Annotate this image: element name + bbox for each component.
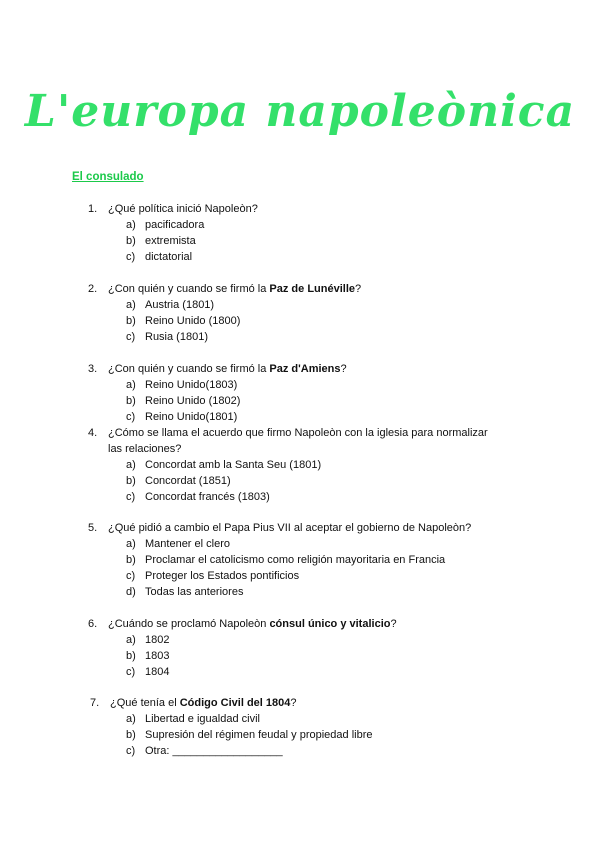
question-text: ¿Qué pidió a cambio el Papa Pius VII al aceptar el gobierno de Napoleòn? [108,522,472,534]
question-text: ¿Cómo se llama el acuerdo que firmo Napoleòn con la iglesia para normalizar las relaciones? [108,427,488,455]
question-text: ¿Qué tenía el Código Civil del 1804? [110,697,297,709]
section-heading: El consulado [72,171,144,183]
question-number: 2. [88,283,98,295]
page-title: L'europa napoleònica [24,86,576,137]
question-number: 3. [88,363,98,375]
question-number: 4. [88,427,98,439]
question-text: ¿Cuándo se proclamó Napoleòn cónsul único y vitalicio? [108,618,397,630]
question-text: ¿Con quién y cuando se firmó la Paz de Lunéville? [108,283,362,295]
question-number: 7. [90,697,100,709]
question-text: ¿Qué política inició Napoleòn? [108,203,258,215]
question-number: 5. [88,522,98,534]
question-number: 1. [88,203,98,215]
question-text: ¿Con quién y cuando se firmó la Paz d'Amiens? [108,363,347,375]
question-number: 6. [88,618,98,630]
